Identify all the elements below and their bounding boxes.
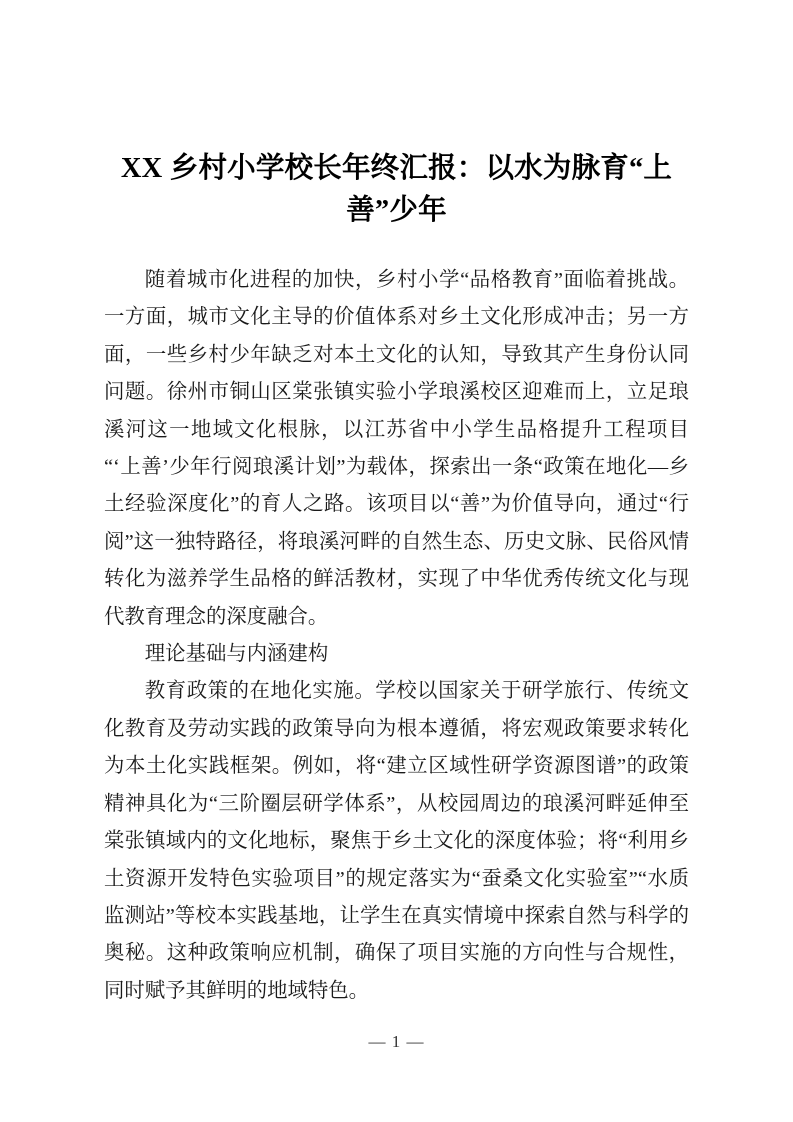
page-number-footer: — 1 — [368, 1032, 425, 1051]
page-title: XX 乡村小学校长年终汇报：以水为脉育“上善”少年 [120, 153, 673, 226]
document-body [104, 262, 689, 1010]
paragraph-intro: 随着城市化进程的加快，乡村小学“品格教育”面临着挑战。一方面，城市文化主导的价值体系对乡土文化形成冲击；另一方面，一些乡村少年缺乏对本土文化的认知，导致其产生身份认同问题。徐州市铜山区棠张镇实验小学琅溪校区迎难而上，立足琅溪河这一地域文化根脉，以江苏省中小学生品格提升工程项目“‘上善’少年行阅琅溪计划”为载体，探索出一条“政策在地化—乡土经验深度化”的育人之路。该项目以“善”为价值导向，通过“行阅”这一独特路径，将琅溪河畔的自然生态、历史文脉、民俗风情转化为滋养学生品格的鲜活教材，实现了中华优秀传统文化与现代教育理念的深度融合。 [104, 269, 689, 628]
section-heading-theory: 理论基础与内涵建构 [144, 643, 329, 666]
paragraph-policy-localization: 教育政策的在地化实施。学校以国家关于研学旅行、传统文化教育及劳动实践的政策导向为根本遵循，将宏观政策要求转化为本土化实践框架。例如，将“建立区域性研学资源图谱”的政策精神具化为“三阶圈层研学体系”，从校园周边的琅溪河畔延伸至棠张镇域内的文化地标，聚焦于乡土文化的深度体验；将“利用乡土资源开发特色实验项目”的规定落实为“蚕桑文化实验室”“水质监测站”等校本实践基地，让学生在真实情境中探索自然与科学的奥秘。这种政策响应机制，确保了项目实施的方向性与合规性，同时赋予其鲜明的地域特色。 [104, 680, 689, 1002]
